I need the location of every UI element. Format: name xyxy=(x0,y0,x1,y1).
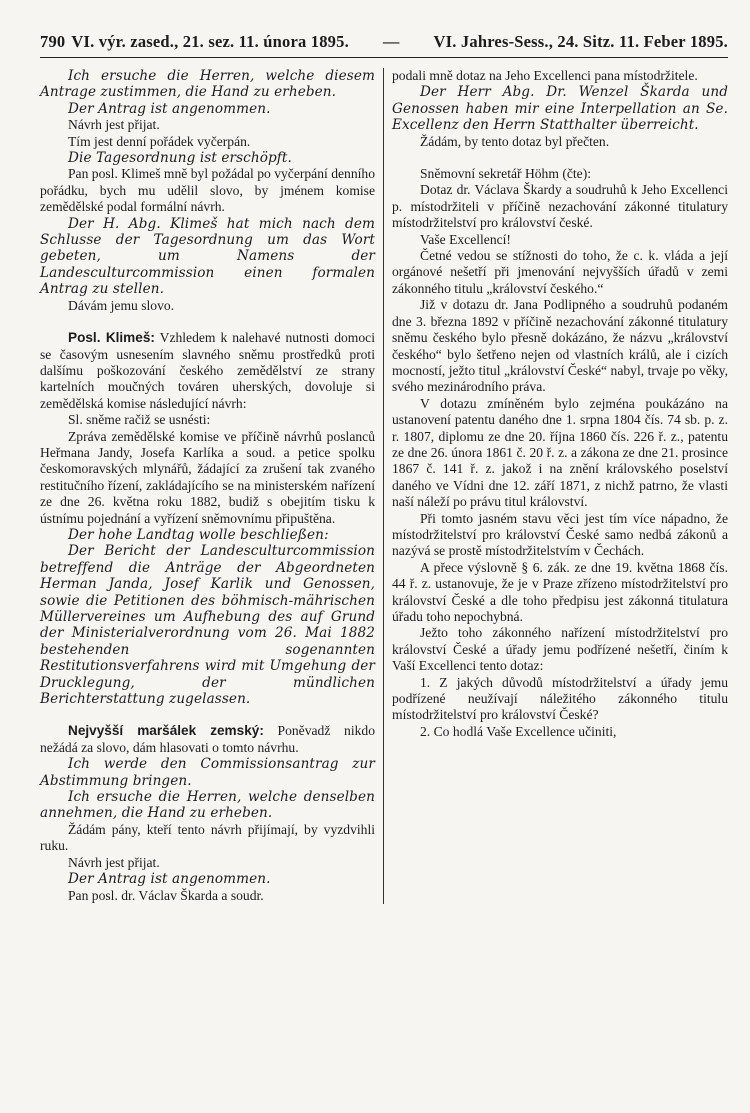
header-dash: — xyxy=(382,32,400,51)
paragraph xyxy=(40,150,375,166)
paragraph-text: Die Tagesordnung ist erschöpft. xyxy=(68,150,292,167)
paragraph-text: Ich ersuche die Herren, welche diesem Antrage zustimmen, die Hand zu erheben. xyxy=(40,68,375,101)
paragraph-text: Sněmovní sekretář Höhm (čte): xyxy=(420,166,592,182)
paragraph xyxy=(392,248,728,297)
header-right xyxy=(434,32,728,52)
paragraph-text: Pan posl. dr. Václav Škarda a soudr. xyxy=(68,887,264,903)
paragraph xyxy=(40,543,375,707)
text-columns xyxy=(40,68,728,904)
speaker-name: Nejvyšší maršálek zemský: xyxy=(68,723,264,739)
paragraph xyxy=(392,297,728,395)
paragraph xyxy=(40,117,375,133)
paragraph xyxy=(392,511,728,560)
paragraph-text: 1. Z jakých důvodů místodržitelství a úřady jemu podřízené neužívají náležitého zákonného titulu místodržitelství pro království České? xyxy=(392,674,728,723)
paragraph-text: Návrh jest přijat. xyxy=(68,854,160,870)
right-column xyxy=(384,68,728,904)
paragraph xyxy=(40,723,375,756)
paragraph xyxy=(40,888,375,904)
paragraph xyxy=(40,134,375,150)
paragraph-text: V dotazu zmíněném bylo zejména poukázáno na ustanovení patentu daného dne 1. srpna 1804 čís. 74 sb. p. z. r. 1807, diplomu ze dne 20. října 1860 čís. 226 ř. z., patentu ze dne 26. února 1861 č. 20 ř. z. a zákona ze dne 21. prosince 1867 č. 141 ř. z. jakož i na znění královského poselství daného ve Vídni dne 12. září 1871, z nichž patrno, že vlasti naší náleží po právu titul království. xyxy=(392,395,728,510)
header-right-title: VI. Jahres-Sess., 24. Sitz. 11. Feber 1895. xyxy=(433,32,728,51)
paragraph-text: Dávám jemu slovo. xyxy=(68,297,175,313)
paragraph-text: Četné vedou se stížnosti do toho, že c. k. vláda a její orgánové nešetří při jmenování nejvyšších úřadů v zemi zákonného titulu „království českého.“ xyxy=(392,248,728,296)
paragraph xyxy=(392,724,728,740)
header-left xyxy=(40,32,349,52)
paragraph-text: Der Bericht der Landesculturcommission betreffend die Anträge der Abgeordneten Herman Janda, Josef Karlik und Genossen, sowie die Petitionen des böhmisch-mährischen Müllervereines um Aufhebung des auf Grund der Ministerialverordnung vom 26. Mai 1882 bestehenden sogenannten Restitutionsverfahrens wird mit Umgehung der Drucklegung, der mündlichen Berichterstattung zugelassen. xyxy=(40,543,375,708)
paragraph-text: 2. Co hodlá Vaše Excellence učiniti, xyxy=(420,723,617,739)
paragraph xyxy=(40,855,375,871)
paragraph-text: Pan posl. Klimeš mně byl požádal po vyčerpání denního pořádku, bych mu udělil slovo, by jménem komise zemědělské podal formální návrh. xyxy=(40,166,375,215)
paragraph-text: Ich werde den Commissionsantrag zur Abstimmung bringen. xyxy=(40,756,375,789)
paragraph-text: Ježto toho zákonného nařízení místodržitelství pro království České a úřady jemu podřízené nešetří, činím k Vaší Excellenci tento dotaz: xyxy=(392,625,728,674)
header-left-title: VI. výr. zased., 21. sez. 11. února 1895. xyxy=(71,32,349,51)
paragraph xyxy=(392,182,728,231)
paragraph-text: Der Antrag ist angenommen. xyxy=(68,100,271,117)
paragraph-text: Dotaz dr. Václava Škardy a soudruhů k Jeho Excellenci p. místodržiteli v příčině nezachování zákonné titulatury místodržitelství pro království české. xyxy=(392,182,728,231)
paragraph xyxy=(40,871,375,887)
paragraph-text: Žádám, by tento dotaz byl přečten. xyxy=(420,133,610,149)
paragraph-text: podali mně dotaz na Jeho Excellenci pana místodržitele. xyxy=(392,68,698,83)
paragraph-text: Der Antrag ist angenommen. xyxy=(68,871,271,888)
paragraph-text: Sl. sněme račiž se usnésti: xyxy=(68,412,211,428)
paragraph xyxy=(392,560,728,626)
paragraph-text: Ich ersuche die Herren, welche denselben annehmen, die Hand zu erheben. xyxy=(40,789,375,822)
paragraph xyxy=(40,330,375,412)
speaker-name: Posl. Klimeš: xyxy=(68,330,155,346)
paragraph-text: Vaše Excellencí! xyxy=(420,231,511,247)
paragraph-text: Der hohe Landtag wolle beschließen: xyxy=(68,526,329,543)
paragraph xyxy=(40,216,375,298)
paragraph xyxy=(392,68,728,84)
paragraph xyxy=(392,134,728,150)
paragraph xyxy=(392,232,728,248)
page-header xyxy=(40,32,728,58)
paragraph-text: Der Herr Abg. Dr. Wenzel Škarda und Genossen haben mir eine Interpellation an Se. Excellenz den Herrn Statthalter überreicht. xyxy=(392,84,728,134)
paragraph xyxy=(392,84,728,133)
paragraph xyxy=(40,298,375,314)
page-number: 790 xyxy=(40,32,66,51)
paragraph xyxy=(40,756,375,789)
paragraph-text: Vzhledem k nalehavé nutnosti domoci se časovým usnesením slavného sněmu prostředků proti dalšímu poškozování českého zemědělství ze strany kartelních moučných továren uherských, dovoluje si zemědělská komise následující návrh: xyxy=(40,330,375,411)
paragraph xyxy=(392,396,728,511)
paragraph xyxy=(40,789,375,822)
left-column xyxy=(40,68,384,904)
paragraph xyxy=(392,675,728,724)
paragraph-text: Při tomto jasném stavu věci jest tím více nápadno, že místodržitelství pro království České samo nedbá zákonů a nazývá se prostě místodržitelstvím v Čechách. xyxy=(392,510,728,559)
paragraph xyxy=(40,822,375,855)
paragraph-text: Tím jest denní pořádek vyčerpán. xyxy=(68,133,251,149)
paragraph-text: Zpráva zemědělské komise ve příčině návrhů poslanců Heřmana Jandy, Josefa Karlíka a soud. a petice spolku českomoravských mlynářů, žádající za zrušení tak zvaného restitučního řízení, zakládajícího se na ministerském nařízení ze dne 26. května roku 1882, budiž s obejitím tisku k ústnímu pojednání a vyřízení sněmovnímu připuštěna. xyxy=(40,428,375,526)
paragraph xyxy=(392,166,728,182)
paragraph-text: A přece výslovně § 6. zák. ze dne 19. května 1868 čís. 44 ř. z. ustanovuje, že je v Praze zřízeno místodržitelství pro království České a dle toho předpisu jest zákonná titulatura úřadu toho nepochybná. xyxy=(392,559,728,624)
paragraph-text: Již v dotazu dr. Jana Podlipného a soudruhů podaném dne 3. března 1892 v příčině nezachování zákonné titulatury sněmu českého bylo přesně dokázáno, že názvu „království českého“ bylo šetřeno nejen od vlastních králů, ale i cizích mocností, ježto titul „království České“ nabyl, trvaje po věky, svého mezinárodního práva. xyxy=(392,297,728,395)
paragraph-text: Der H. Abg. Klimeš hat mich nach dem Schlusse der Tagesordnung um das Wort gebeten, um Namens der Landesculturcommission einen formalen Antrag zu stellen. xyxy=(40,215,375,298)
paragraph-text: Žádám pány, kteří tento návrh přijímají, by vyzdvihli ruku. xyxy=(40,821,375,854)
paragraph xyxy=(40,101,375,117)
paragraph xyxy=(40,166,375,215)
paragraph xyxy=(40,527,375,543)
paragraph xyxy=(392,625,728,674)
paragraph-text: Návrh jest přijat. xyxy=(68,117,160,133)
paragraph xyxy=(40,412,375,428)
paragraph-text: Poněvadž nikdo nežádá za slovo, dám hlasovati o tomto návrhu. xyxy=(40,723,375,755)
paragraph xyxy=(40,68,375,101)
paragraph xyxy=(40,429,375,527)
